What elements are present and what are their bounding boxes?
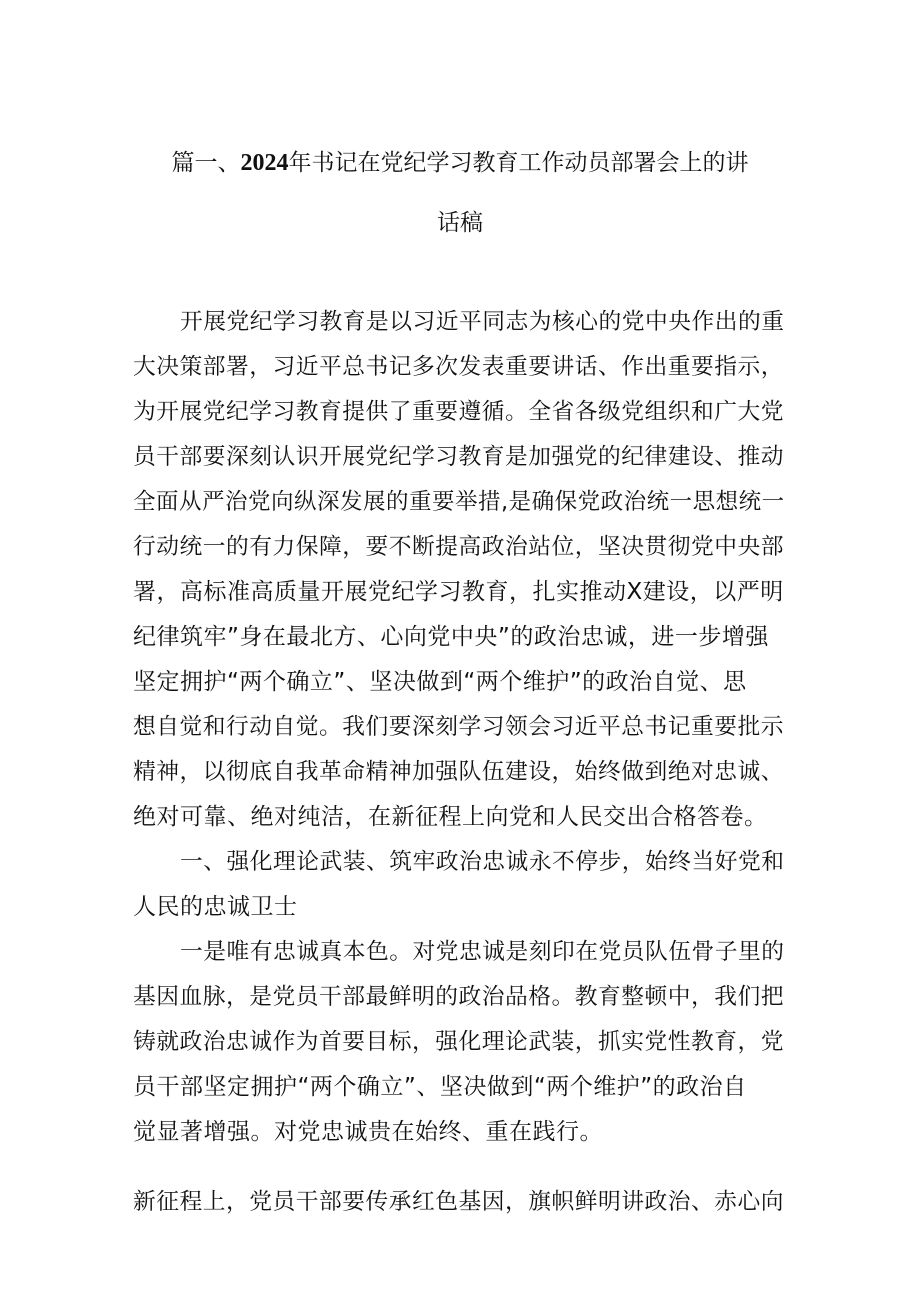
body-line: 觉显著增强。对党忠诚贵在始终、重在践行。 [133,1119,603,1145]
document-title-line-1 [133,144,787,177]
title-prefix: 篇一、 [171,150,241,176]
body-line: 开展党纪学习教育是以习近平同志为核心的党中央作出的重 [180,309,785,335]
body-line: 坚定拥护“两个确立”、坚决做到“两个维护”的政治自觉、思 [133,669,747,695]
body-line: 精神，以彻底自我革命精神加强队伍建设，始终做到绝对忠诚、 [133,759,784,785]
body-line: 全面从严治党向纵深发展的重要举措,是确保党政治统一思想统一 [133,489,785,515]
body-line: 铸就政治忠诚作为首要目标，强化理论武装，抓实党性教育，党 [133,1029,784,1055]
body-line: 为开展党纪学习教育提供了重要遵循。全省各级党组织和广大党 [133,399,784,425]
section-heading-line: 人民的忠诚卫士 [133,894,298,920]
section-heading-line: 一、强化理论武装、筑牢政治忠诚永不停步，始终当好党和 [180,849,785,875]
document-title-line-2: 话稿 [437,210,483,236]
body-line: 大决策部署，习近平总书记多次发表重要讲话、作出重要指示， [133,354,784,380]
body-line: 员干部要深刻认识开展党纪学习教育是加强党的纪律建设、推动 [133,444,784,470]
title-suffix: 年书记在党纪学习教育工作动员部署会上的讲 [288,150,749,176]
body-line: 绝对可靠、绝对纯洁，在新征程上向党和人民交出合格答卷。 [133,804,768,830]
body-line: 新征程上，党员干部要传承红色基因，旗帜鲜明讲政治、赤心向 [133,1189,784,1215]
body-line: 署，高标准高质量开展党纪学习教育，扎实推动X建设，以严明 [133,579,784,605]
body-line: 想自觉和行动自觉。我们要深刻学习领会习近平总书记重要批示 [133,714,784,740]
body-line: 行动统一的有力保障，要不断提高政治站位，坚决贯彻党中央部 [133,534,784,560]
body-line: 一是唯有忠诚真本色。对党忠诚是刻印在党员队伍骨子里的 [180,939,785,965]
body-line: 纪律筑牢”身在最北方、心向党中央”的政治忠诚，进一步增强 [133,624,769,650]
title-year: 2024 [240,150,289,176]
body-line: 员干部坚定拥护“两个确立”、坚决做到“两个维护”的政治自 [133,1074,747,1100]
body-line: 基因血脉，是党员干部最鲜明的政治品格。教育整顿中，我们把 [133,984,784,1010]
